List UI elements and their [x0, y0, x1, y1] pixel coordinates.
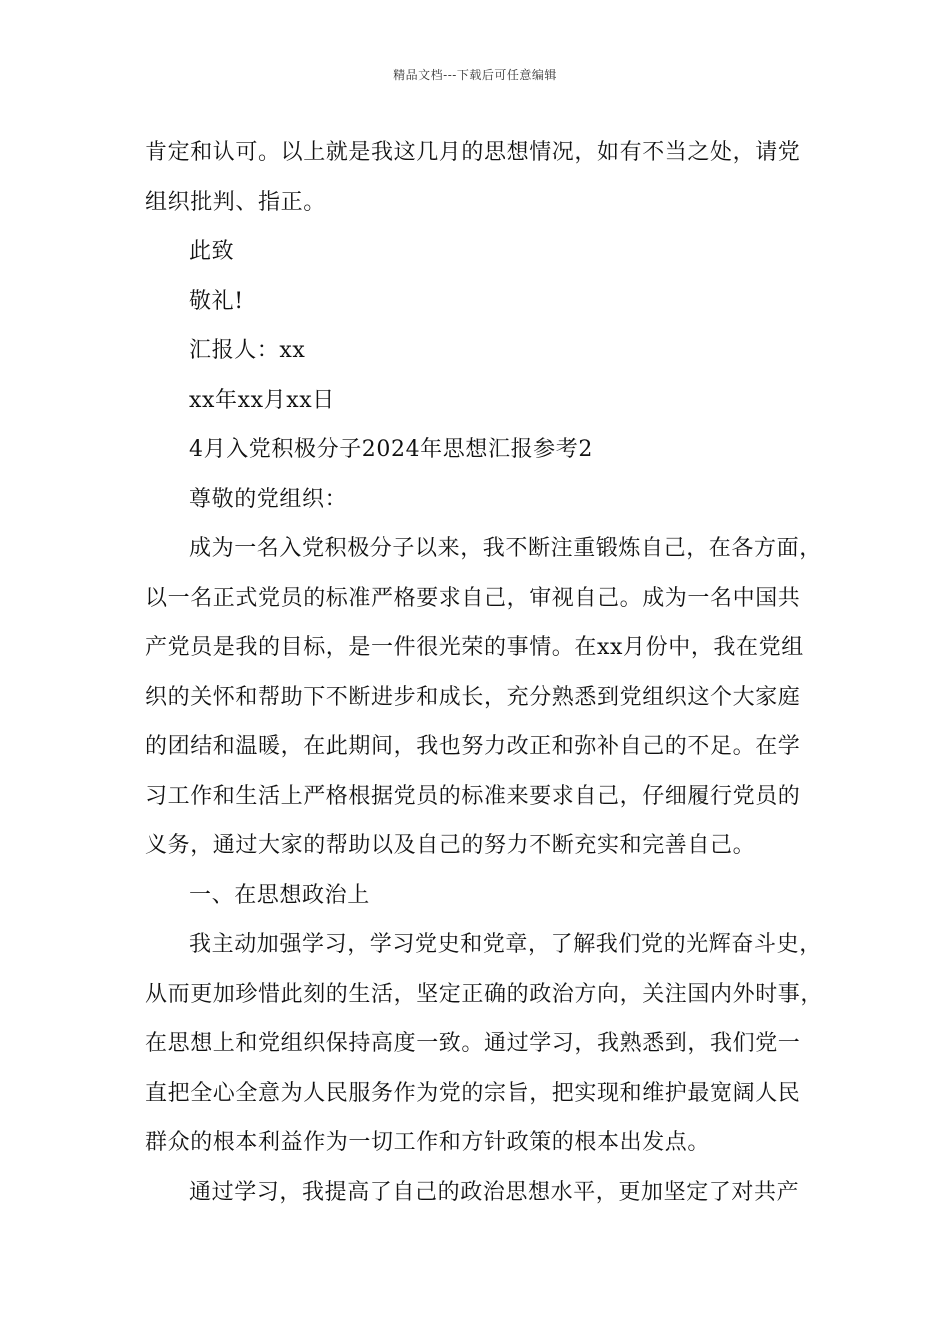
text-line: 在思想上和党组织保持高度一致。通过学习，我熟悉到，我们党一 [145, 1031, 801, 1056]
text-line: 的团结和温暖，在此期间，我也努力改正和弥补自己的不足。在学 [145, 734, 801, 759]
text-line: 成为一名入党积极分子以来，我不断注重锻炼自己，在各方面， [189, 536, 822, 561]
salutation-line: 此致 [189, 239, 235, 264]
text-line: 群众的根本利益作为一切工作和方针政策的根本出发点。 [145, 1130, 711, 1155]
subsection-heading: 一、在思想政治上 [189, 882, 370, 908]
text-line: 我主动加强学习，学习党史和党章，了解我们党的光辉奋斗史， [189, 932, 822, 957]
text-line: 产党员是我的目标，是一件很光荣的事情。在xx月份中，我在党组 [145, 635, 804, 660]
text-line: 习工作和生活上严格根据党员的标准来要求自己，仔细履行党员的 [145, 783, 801, 809]
date-line: xx年xx月xx日 [189, 387, 335, 413]
reporter-line: 汇报人：xx [189, 338, 306, 363]
text-line: 直把全心全意为人民服务作为党的宗旨，把实现和维护最宽阔人民 [145, 1080, 801, 1106]
document-body [145, 128, 824, 1217]
text-line: 组织批判、指正。 [145, 189, 326, 215]
page-header: 精品文档---下载后可任意编辑 [393, 68, 557, 82]
text-line: 从而更加珍惜此刻的生活，坚定正确的政治方向，关注国内外时事， [145, 981, 824, 1007]
text-line: 肯定和认可。以上就是我这几月的思想情况，如有不当之处，请党 [145, 140, 801, 165]
text-line: 通过学习，我提高了自己的政治思想水平，更加坚定了对共产 [189, 1179, 800, 1205]
salutation-line: 敬礼! [189, 288, 244, 314]
text-line: 织的关怀和帮助下不断进步和成长，充分熟悉到党组织这个大家庭 [145, 684, 801, 710]
text-line: 义务，通过大家的帮助以及自己的努力不断充实和完善自己。 [145, 833, 756, 858]
text-line: 以一名正式党员的标准严格要求自己，审视自己。成为一名中国共 [145, 585, 801, 611]
greeting-line: 尊敬的党组织： [189, 486, 348, 512]
section-title: 4月入党积极分子2024年思想汇报参考2 [189, 437, 593, 462]
